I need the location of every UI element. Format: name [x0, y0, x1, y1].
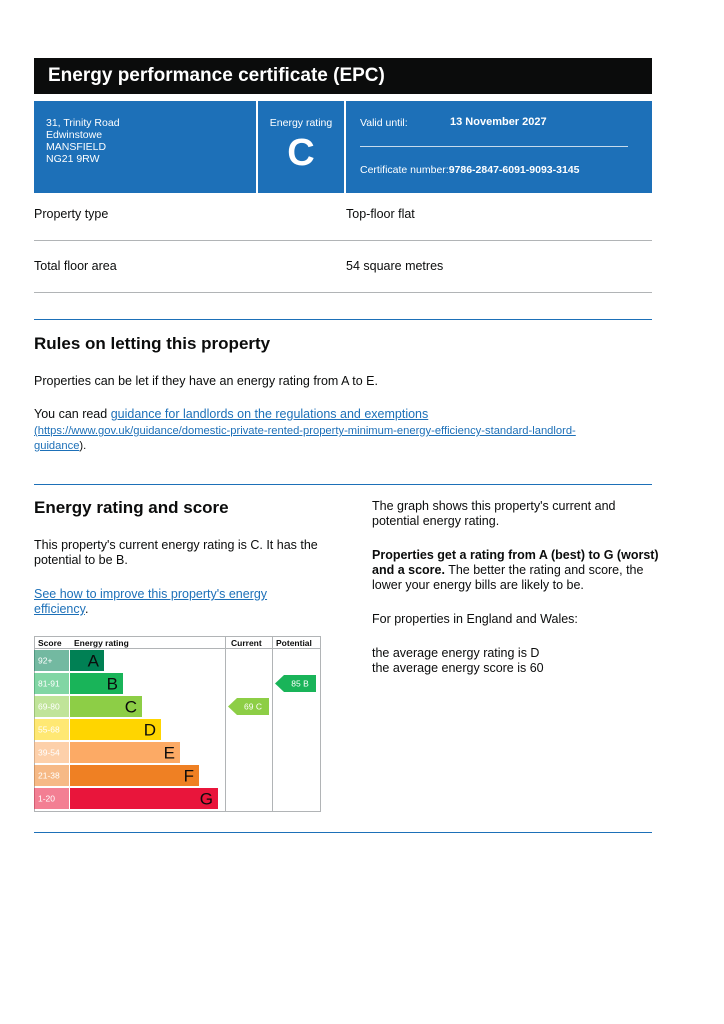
guidance-url-link[interactable]: (https://www.gov.uk/guidance/domestic-private-rented-property-minimum-energy-efficiency-standard-landlord- [34, 425, 576, 437]
potential-rating-marker-label: 85 B [291, 678, 309, 689]
guidance-link[interactable]: guidance for landlords on the regulations and exemptions [110, 407, 429, 421]
property-type-value: Top-floor flat [346, 207, 415, 221]
address-line: MANSFIELD [46, 141, 107, 153]
rating-band-letter: B [106, 674, 118, 694]
improve-efficiency-link[interactable]: See how to improve this property's energy efficiency [34, 587, 268, 616]
rating-band-letter: E [163, 743, 175, 763]
section-divider [34, 484, 652, 485]
improve-suffix: . [84, 602, 89, 616]
letting-heading: Rules on letting this property [34, 334, 271, 353]
certificate-number [360, 164, 579, 176]
rating-band-letter: G [199, 789, 213, 809]
energy-rating-label: Energy rating [269, 117, 333, 129]
rating-band-g [70, 788, 218, 809]
score-range-label: 92+ [38, 655, 53, 666]
energy-rating-chart [34, 636, 321, 812]
floor-area-value: 54 square metres [346, 259, 444, 273]
rating-header: Energy rating [74, 638, 129, 648]
improve-paragraph [34, 587, 324, 617]
rating-band-letter: D [143, 720, 156, 740]
guidance-url [34, 424, 654, 454]
rating-explanation [372, 548, 662, 593]
current-rating-marker-label: 69 C [244, 701, 262, 712]
section-divider [34, 319, 652, 320]
rating-explanation-bold: Properties get a rating from A (best) to G (worst) and a score. [372, 548, 659, 577]
guidance-url-suffix: ). [79, 440, 87, 452]
certificate-label: Certificate number: [360, 164, 449, 176]
divider [360, 146, 628, 147]
score-range-label: 69-80 [38, 701, 60, 712]
region-note: For properties in England and Wales: [372, 612, 578, 626]
rating-band-letter: F [183, 766, 194, 786]
address-line: 31, Trinity Road [46, 117, 120, 129]
score-range-label: 39-54 [38, 747, 60, 758]
guidance-url-link[interactable]: guidance [34, 440, 80, 452]
score-range-label: 21-38 [38, 770, 60, 781]
address-line: NG21 9RW [46, 153, 100, 165]
score-range-label: 55-68 [38, 724, 60, 735]
address-line: Edwinstowe [46, 129, 103, 141]
divider [34, 292, 652, 293]
letting-paragraph: Properties can be let if they have an energy rating from A to E. [34, 374, 378, 388]
section-divider [34, 832, 652, 833]
energy-heading: Energy rating and score [34, 498, 229, 517]
valid-until-label: Valid until: [360, 117, 408, 129]
rating-band-f [70, 765, 199, 786]
guidance-paragraph [34, 407, 652, 422]
energy-paragraph: This property's current energy rating is C. It has the potential to be B. [34, 538, 318, 567]
graph-description: The graph shows this property's current and potential energy rating. [372, 499, 616, 528]
validity-box [346, 101, 652, 193]
average-rating: the average energy rating is D [372, 646, 540, 660]
potential-header: Potential [276, 638, 312, 648]
floor-area-label: Total floor area [34, 259, 117, 273]
divider [34, 240, 652, 241]
score-header: Score [38, 638, 62, 648]
rating-band-letter: A [87, 651, 99, 671]
guidance-prefix: You can read [34, 407, 111, 421]
current-header: Current [231, 638, 262, 648]
score-range-label: 81-91 [38, 678, 60, 689]
page-title: Energy performance certificate (EPC) [34, 58, 652, 94]
rating-explanation-text: The better the rating and score, the lower your energy bills are likely to be. [372, 563, 644, 592]
average-score: the average energy score is 60 [372, 661, 544, 675]
score-range-label: 1-20 [38, 793, 56, 804]
property-address [34, 101, 256, 193]
certificate-value: 9786-2847-6091-9093-3145 [448, 164, 580, 176]
property-type-label: Property type [34, 207, 109, 221]
energy-rating-value: C [287, 132, 315, 174]
energy-rating-box [258, 101, 344, 193]
valid-until-date: 13 November 2027 [450, 116, 547, 128]
rating-band-letter: C [124, 697, 137, 717]
